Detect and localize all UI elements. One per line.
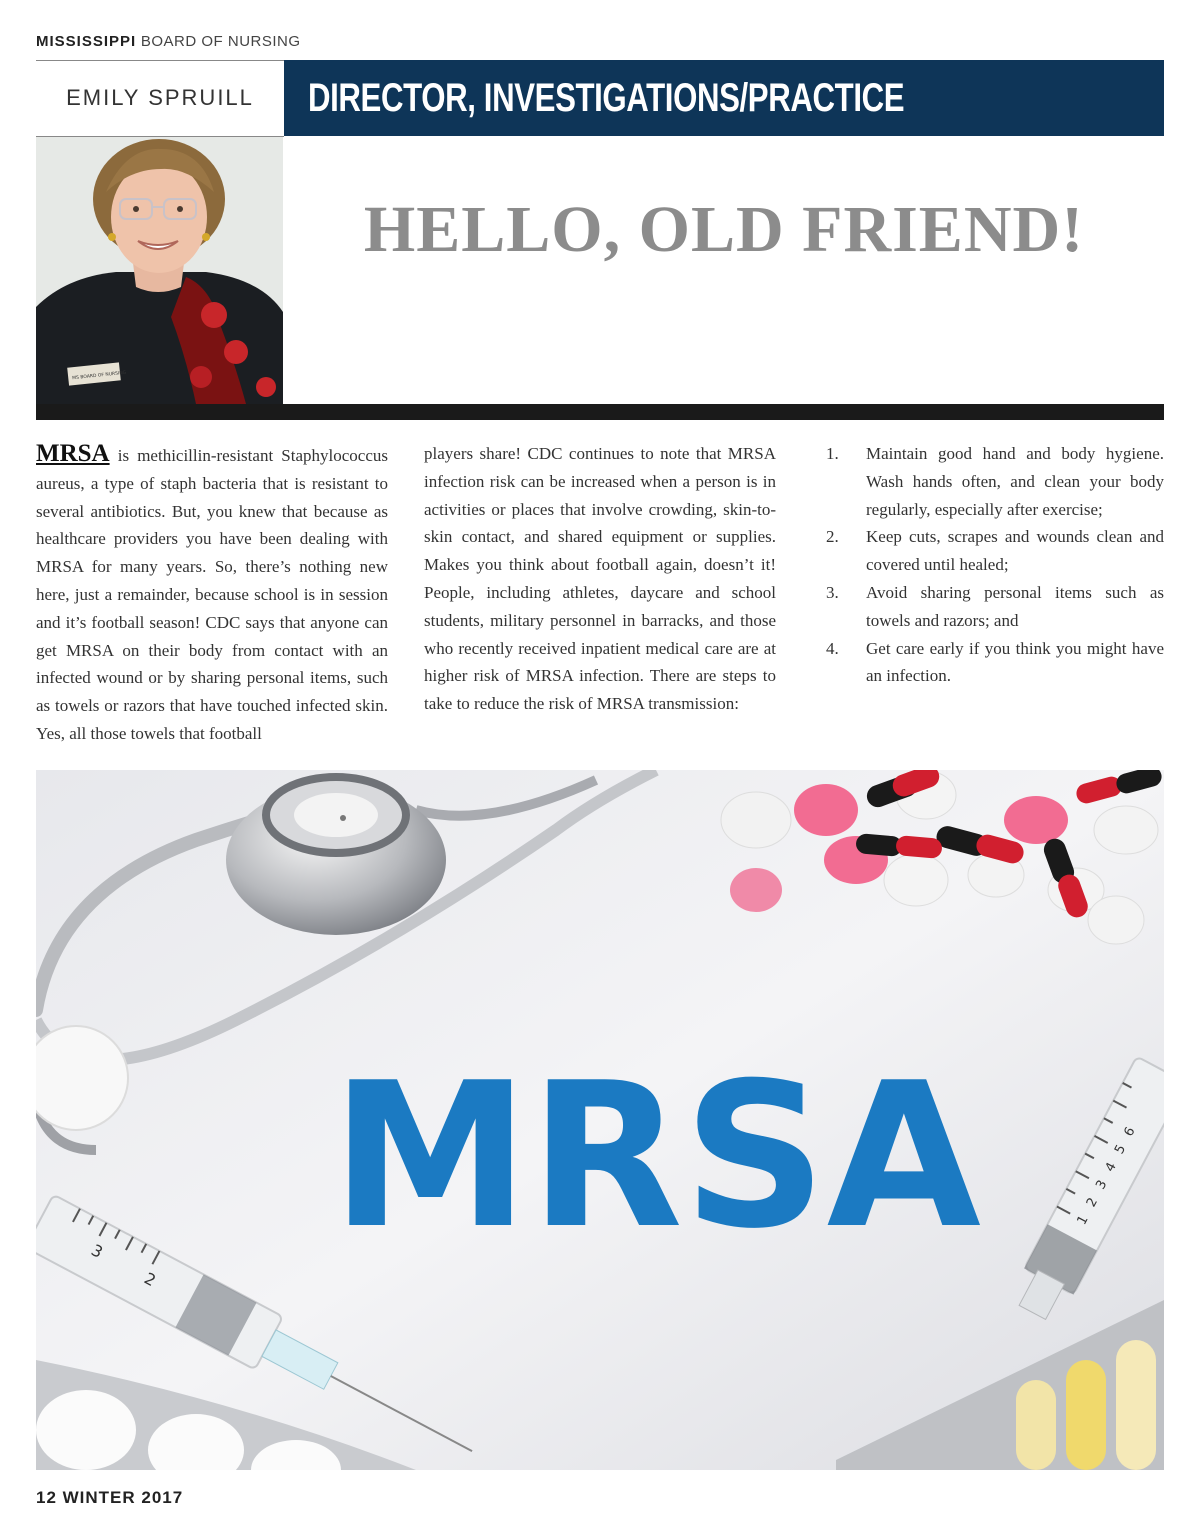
svg-text:1: 1 <box>1074 1213 1092 1228</box>
svg-text:2: 2 <box>141 1268 160 1291</box>
masthead <box>36 33 301 50</box>
lead-word: MRSA <box>36 440 110 467</box>
author-portrait <box>36 137 283 404</box>
article-text: is methicillin-resistant Staphylococcus aureus, a type of staph bacteria that is resistant to several antibiotics. But, you knew that because as healthcare providers you have been dealing with MRSA for many years. So, there’s nothing new here, just a remainder, because school is in session and it’s football season! CDC says that anyone can get MRSA on their body from contact with an infected wound or by sharing personal items, such as towels or razors that have touched infected skin. Yes, all those towels that football <box>36 446 388 743</box>
mrsa-photo <box>36 770 1164 1470</box>
masthead-board: BOARD OF NURSING <box>140 33 301 50</box>
author-title-bar <box>284 60 1164 136</box>
svg-text:3: 3 <box>1093 1177 1111 1193</box>
list-item: 2. Keep cuts, scrapes and wounds clean and covered until healed; <box>826 527 1164 575</box>
article-column-3 <box>826 440 1164 690</box>
page-footer: 12 WINTER 2017 <box>36 1488 184 1507</box>
svg-text:6: 6 <box>1121 1124 1139 1140</box>
divider-bar <box>36 404 1164 420</box>
svg-text:5: 5 <box>1112 1142 1130 1157</box>
author-title: DIRECTOR, INVESTIGATIONS/PRACTICE <box>308 75 905 120</box>
svg-text:2: 2 <box>1083 1195 1101 1210</box>
headline: HELLO, OLD FRIEND! <box>363 193 1085 266</box>
svg-text:3: 3 <box>88 1240 107 1262</box>
masthead-state: MISSISSIPPI <box>36 33 137 50</box>
photo-label: MRSA <box>331 1040 981 1273</box>
name-badge: MS BOARD OF NURSING <box>72 370 127 382</box>
list-item: 3. Avoid sharing personal items such as towels and razors; and <box>826 582 1164 630</box>
author-name: EMILY SPRUILL <box>66 85 254 110</box>
list-item: 4. Get care early if you think you might have an infection. <box>826 638 1164 686</box>
article-column-2: players share! CDC continues to note that MRSA infection risk can be increased when a person is in activities or places that involve crowding, skin-to-skin contact, and shared equipment or supplies. Makes you think about football again, doesn’t it! People, including athletes, daycare and school students, military personnel in barracks, and those who recently received inpatient medical care are at higher risk of MRSA infection. There are steps to take to reduce the risk of MRSA transmission: <box>424 444 776 714</box>
article-column-1 <box>36 440 388 748</box>
prevention-steps <box>826 440 1164 690</box>
svg-text:4: 4 <box>1102 1160 1120 1175</box>
list-item: 1. Maintain good hand and body hygiene. Wash hands often, and clean your body regularly, especially after exercise; <box>826 444 1164 519</box>
